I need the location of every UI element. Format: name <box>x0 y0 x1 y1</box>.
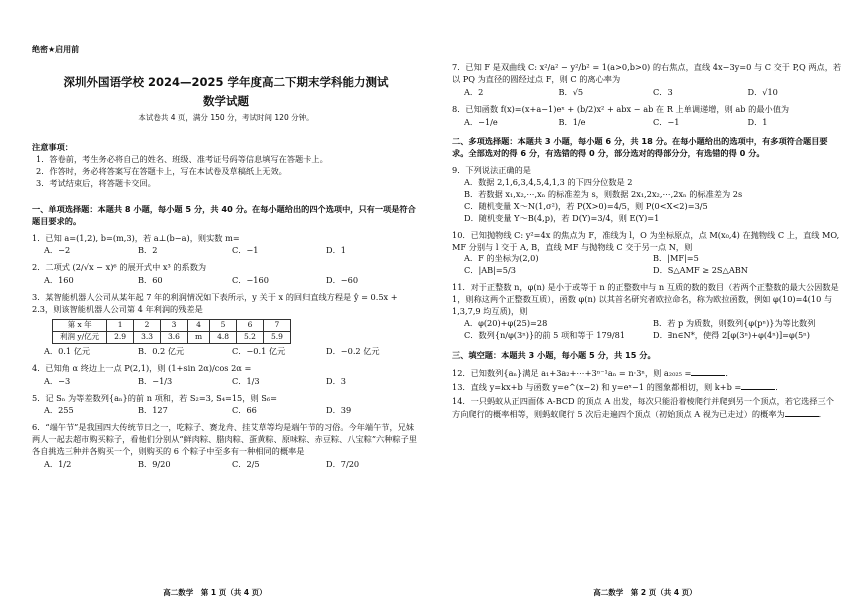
question-stem: 4．已知角 α 终边上一点 P(2,1)，则 (1+sin 2α)/cos 2α = <box>32 362 252 373</box>
options <box>44 275 420 287</box>
table-row <box>53 319 291 331</box>
options <box>44 405 420 417</box>
question-stem: 2．二项式 (2/√x − x)⁶ 的展开式中 x³ 的系数为 <box>32 262 207 273</box>
question-stem: 13．直线 y=kx+b 与函数 y=e^(x−2) 和 y=eˣ−1 的图象都相切，则 k+b = <box>452 382 742 393</box>
option-a: A．−2 <box>44 245 71 256</box>
question-10 <box>452 230 842 278</box>
option-d: D．−60 <box>326 275 359 286</box>
option-d: D．√10 <box>747 86 778 97</box>
question-stem: 7．已知 F 是双曲线 C: x²/a² − y²/b² = 1(a>0,b>0) 的右焦点，直线 4x−3y=0 与 C 交于 P,Q 两点，若以 PQ 为直径的圆经过点 F，则 C 的离心率为 <box>452 62 842 84</box>
option-c: C．−1 <box>232 245 259 256</box>
question-6 <box>32 422 420 471</box>
option-b: B．若 p 为质数，则数列{φ(pⁿ)}为等比数列 <box>653 317 816 328</box>
question-stem: 8．已知函数 f(x)=(x+a−1)eˣ + (b/2)x² + abx − ab 在 R 上单调递增，则 ab 的最小值为 <box>452 103 790 114</box>
option-c: C．随机变量 X～N(1,σ²)，若 P(X>0)=4/5，则 P(0<X<2)=3/5 <box>464 200 708 211</box>
section-heading: 一、单项选择题：本题共 8 小题，每小题 5 分，共 40 分。在每小题给出的四个选项中，只有一项是符合题目要求的。 <box>32 203 416 226</box>
option-a: A．1/2 <box>44 459 72 470</box>
option-c: C．−1 <box>653 116 680 127</box>
option-a: A．2 <box>464 86 484 97</box>
option-a: A．255 <box>44 405 74 416</box>
question-14: 14．一只蚂蚁从正四面体 A-BCD 的顶点 A 出发，每次只能沿着棱爬行并爬到另一个顶点，若它选择三个方向爬行的概率相等，则蚂蚁爬行 5 次后走遍四个顶点（初始顶点 A 视为已走过）的概率为 ． <box>452 396 834 420</box>
option-b: B．√5 <box>558 86 584 97</box>
option-b: B．1/e <box>558 116 586 127</box>
option-d: D．∃n∈N*，使得 2[φ(3ⁿ)+φ(4ⁿ)]=φ(5ⁿ) <box>653 329 810 340</box>
table-cell: 利润 y/亿元 <box>53 331 107 343</box>
option-c: C．数列{n/φ(3ⁿ)}的前 5 项和等于 179/81 <box>464 329 626 340</box>
profit-table <box>52 319 291 344</box>
table-cell: 4 <box>187 319 209 331</box>
option-c: C．3 <box>653 86 673 97</box>
table-cell: 2.9 <box>107 331 134 343</box>
options <box>44 245 420 257</box>
option-b: B．若数据 x₁,x₂,⋯,xₙ 的标准差为 s，则数据 2x₁,2x₂,⋯,2xₙ 的标准差为 2s <box>464 189 743 200</box>
question-2 <box>32 262 420 287</box>
option-a: A．F 的坐标为(2,0) <box>464 253 539 264</box>
option-c: C．−0.1 亿元 <box>232 345 286 356</box>
table-cell: 5.9 <box>263 331 290 343</box>
option-a: A．−3 <box>44 375 71 386</box>
option-a: A．0.1 亿元 <box>44 345 91 356</box>
option-b: B．0.2 亿元 <box>138 345 185 356</box>
question-8 <box>452 104 842 129</box>
option-b: B．−1/3 <box>138 375 173 386</box>
options <box>44 346 420 358</box>
table-cell: 2 <box>134 319 161 331</box>
question-5 <box>32 393 420 418</box>
table-cell: 4.8 <box>210 331 237 343</box>
option-d: D．1 <box>326 245 346 256</box>
option-b: B．|MF|=5 <box>653 253 699 264</box>
option-a: A．160 <box>44 275 74 286</box>
question-stem: 12．已知数列{aₙ}满足 a₁+3a₂+⋯+3ⁿ⁻¹aₙ = n·3ⁿ，则 a₂₀₂₅ = <box>452 367 692 378</box>
option-b: B．127 <box>138 405 168 416</box>
question-9 <box>452 165 842 224</box>
note-item: 1．答卷前，考生务必将自己的姓名、班级、准考证号码等信息填写在答题卡上。 <box>36 154 328 165</box>
question-stem: 1．已知 a=(1,2), b=(m,3)，若 a⊥(b−a)，则实数 m= <box>32 232 240 243</box>
option-d: D．3 <box>326 375 346 386</box>
note-item: 3．考试结束后，将答题卡交回。 <box>36 177 156 188</box>
option-c: C．−160 <box>232 275 269 286</box>
question-stem: 5．记 Sₙ 为等差数列{aₙ}的前 n 项和，若 S₂=3, S₄=15，则 S₆= <box>32 392 277 403</box>
exam-subtitle: 数学试题 <box>203 93 249 108</box>
option-a: A．−1/e <box>464 116 498 127</box>
table-cell: 3 <box>161 319 188 331</box>
page-right <box>430 0 860 609</box>
question-stem: 3．某智能机器人公司从某年起 7 年的利润情况如下表所示，y 关于 x 的回归直线方程是 ŷ = 0.5x + 2.3，则该智能机器人公司第 4 年利润的残差是 <box>32 292 398 315</box>
section-heading: 三、填空题：本题共 3 小题，每小题 5 分，共 15 分。 <box>452 349 656 360</box>
table-cell: 1 <box>107 319 134 331</box>
page-footer: 高二数学 第 2 页（共 4 页） <box>593 588 697 598</box>
option-d: D．−0.2 亿元 <box>326 345 380 356</box>
option-d: D．随机变量 Y～B(4,p)，若 D(Y)=3/4，则 E(Y)=1 <box>464 212 660 223</box>
option-c: C．66 <box>232 405 257 416</box>
question-12: 12．已知数列{aₙ}满足 a₁+3a₂+⋯+3ⁿ⁻¹aₙ = n·3ⁿ，则 a₂₀₂₅ = ． <box>452 367 734 378</box>
option-c: C．2/5 <box>232 459 260 470</box>
secret-label: 绝密★启用前 <box>32 45 80 54</box>
option-d: D．S△AMF ≥ 2S△ABN <box>653 265 748 276</box>
question-13: 13．直线 y=kx+b 与函数 y=e^(x−2) 和 y=eˣ−1 的图象都相切，则 k+b = ． <box>452 382 784 393</box>
table-cell: 3.3 <box>134 331 161 343</box>
option-c: C．|AB|=5/3 <box>464 265 516 276</box>
exam-title: 深圳外国语学校 2024—2025 学年度高二下期末学科能力测试 <box>63 75 389 89</box>
table-cell: 3.6 <box>161 331 188 343</box>
option-b: B．9/20 <box>138 459 171 470</box>
page-footer: 高二数学 第 1 页（共 4 页） <box>163 588 267 598</box>
table-cell: 5.2 <box>237 331 264 343</box>
option-b: B．2 <box>138 245 158 256</box>
answer-blank <box>741 381 775 390</box>
table-cell: 6 <box>237 319 264 331</box>
question-7 <box>452 62 842 99</box>
table-cell: 第 x 年 <box>53 319 107 331</box>
table-cell: m <box>187 331 209 343</box>
question-3 <box>32 292 420 358</box>
table-cell: 7 <box>263 319 290 331</box>
notes-title: 注意事项： <box>32 142 73 153</box>
question-stem: 10．已知抛物线 C: y²=4x 的焦点为 F，准线为 l，O 为坐标原点，点 M(x₀,4) 在抛物线 C 上，直线 MO, MF 分别与 l 交于 A, B，直线 MF 与抛物线 C 交于另一点 N，则 <box>452 229 840 252</box>
options <box>44 376 420 388</box>
title-block <box>32 74 420 124</box>
option-a: A．数据 2,1,6,3,4,5,4,1,3 的下四分位数是 2 <box>464 177 633 188</box>
option-d: D．39 <box>326 405 352 416</box>
question-4 <box>32 363 420 388</box>
answer-blank <box>691 367 725 376</box>
question-1 <box>32 233 420 258</box>
option-d: D．7/20 <box>326 459 360 470</box>
options <box>464 87 842 99</box>
options <box>464 253 842 277</box>
question-stem: 6．“端午节”是我国四大传统节日之一，吃粽子、赛龙舟、挂艾草等均是端午节的习俗。今年端午节，兄妹两人一起去超市购买粽子，看他们分别从“鲜肉粽、腊肉粽、蛋黄粽、原味粽、赤豆粽、八宝粽”六种粽子里各自挑选三种并各购买一个，则购买的 6 个粽子中至多有一种相同的概率是 <box>32 422 417 457</box>
exam-meta: 本试卷共 4 页，满分 150 分，考试时间 120 分钟。 <box>138 113 314 123</box>
question-stem: 9．下列说法正确的是 <box>452 165 531 176</box>
option-d: D．1 <box>747 116 768 127</box>
table-cell: 5 <box>210 319 237 331</box>
options <box>464 117 842 129</box>
option-c: C．1/3 <box>232 375 260 386</box>
options <box>464 318 842 342</box>
options <box>44 459 420 471</box>
question-11 <box>452 282 842 341</box>
table-row <box>53 331 291 343</box>
question-stem: 14．一只蚂蚁从正四面体 A-BCD 的顶点 A 出发，每次只能沿着棱爬行并爬到另一个顶点，若它选择三个方向爬行的概率相等，则蚂蚁爬行 5 次后走遍四个顶点（初始顶点 A 视为已走过）的概率为 <box>452 396 834 420</box>
question-stem: 11．对于正整数 n，φ(n) 是小于或等于 n 的正整数中与 n 互质的数的数目（若两个正整数的最大公因数是 1，则称这两个正整数互质），函数 φ(n) 以其首名研究者欧拉命名，称为欧拉函数，例如 φ(10)=4(10 与 1,3,7,9 均互质)，则 <box>452 282 839 317</box>
note-item: 2．作答时，务必将答案写在答题卡上，写在本试卷及草稿纸上无效。 <box>36 166 287 176</box>
section-heading: 二、多项选择题：本题共 3 小题，每小题 6 分，共 18 分。在每小题给出的选项中，有多项符合题目要求。全部选对的得 6 分，有选错的得 0 分，部分选对的得部分分，有选错的得 0 分。 <box>452 136 828 159</box>
option-a: A．φ(20)+φ(25)=28 <box>464 317 548 328</box>
option-b: B．60 <box>138 275 163 286</box>
answer-blank <box>785 408 819 417</box>
